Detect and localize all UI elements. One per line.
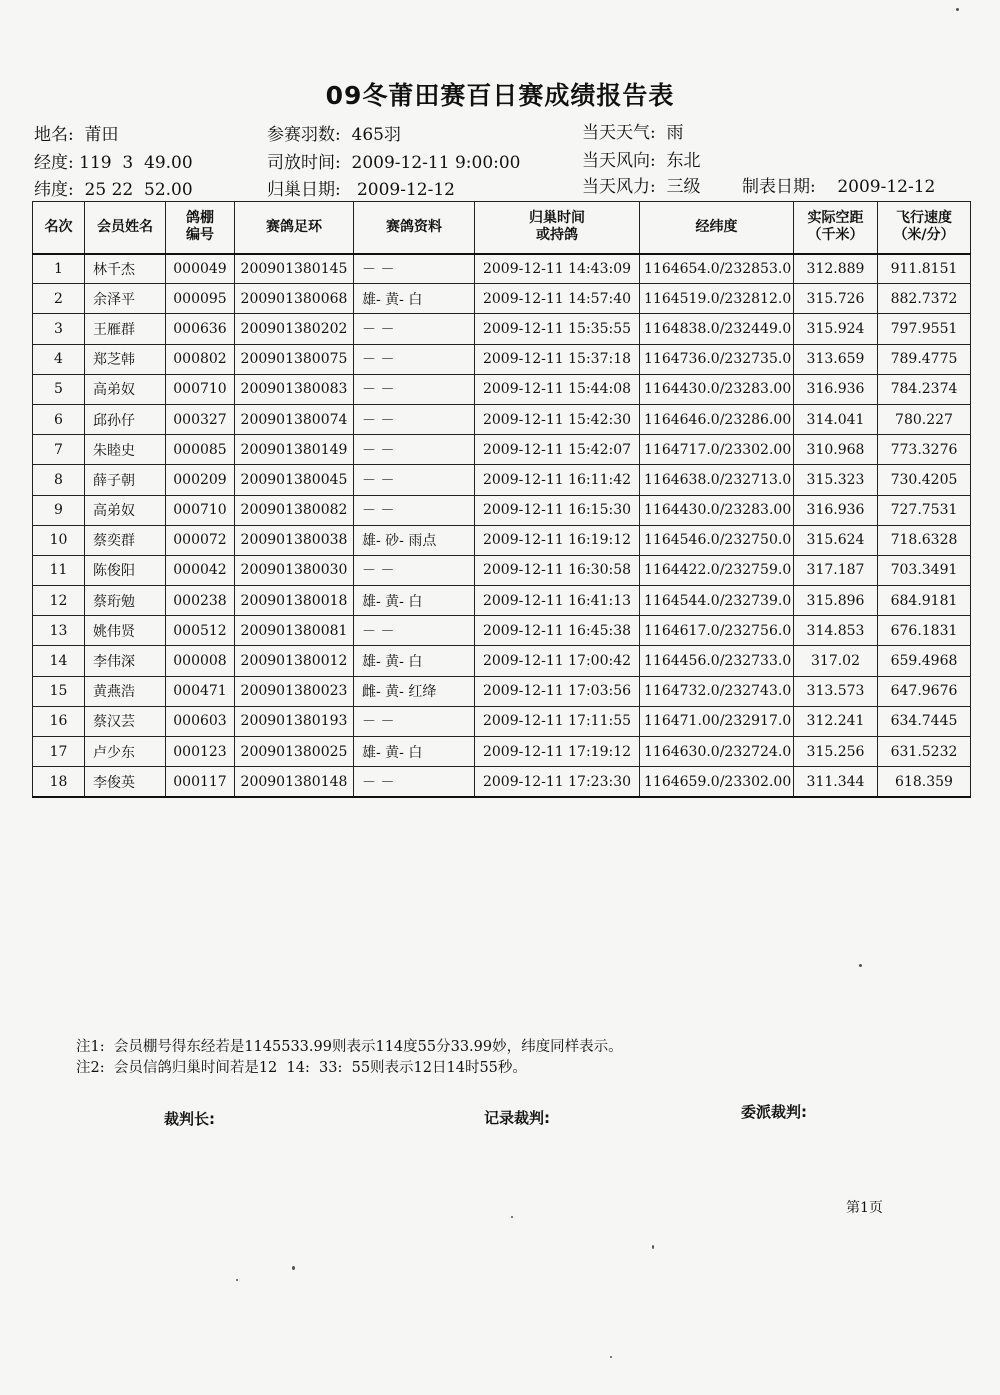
cell-rank: 11 [33,555,85,585]
cell-return-time: 2009-12-11 14:43:09 [475,254,640,284]
cell-rank: 14 [33,646,85,676]
cell-distance: 312.889 [794,254,878,284]
cell-return-time: 2009-12-11 17:03:56 [475,676,640,706]
col-loft-number: 鸽棚 编号 [166,202,235,254]
cell-speed: 780.227 [878,404,971,434]
cell-member-name: 蔡汉芸 [85,706,166,736]
cell-loft-number: 000710 [166,495,235,525]
cell-speed: 703.3491 [878,555,971,585]
table-row [33,676,971,706]
cell-rank: 6 [33,404,85,434]
scan-speck [610,1356,612,1358]
cell-return-time: 2009-12-11 16:15:30 [475,495,640,525]
cell-ring: 200901380038 [235,525,354,555]
table-body [33,254,971,797]
cell-pigeon-info: 雄- 砂- 雨点 [354,525,475,555]
cell-rank: 17 [33,737,85,767]
cell-distance: 317.02 [794,646,878,676]
cell-pigeon-info: 雄- 黄- 白 [354,737,475,767]
cell-coordinates: 1164717.0/23302.00 [640,435,794,465]
cell-rank: 7 [33,435,85,465]
cell-return-time: 2009-12-11 15:37:18 [475,344,640,374]
cell-member-name: 黄燕浩 [85,676,166,706]
table-row [33,646,971,676]
cell-pigeon-info: － － [354,314,475,344]
cell-pigeon-info: 雄- 黄- 白 [354,284,475,314]
cell-coordinates: 1164617.0/232756.0 [640,616,794,646]
cell-member-name: 王雁群 [85,314,166,344]
cell-distance: 315.256 [794,737,878,767]
cell-speed: 730.4205 [878,465,971,495]
cell-distance: 316.936 [794,374,878,404]
cell-pigeon-info: 雌- 黄- 红绛 [354,676,475,706]
cell-pigeon-info: － － [354,767,475,797]
cell-distance: 310.968 [794,435,878,465]
cell-rank: 15 [33,676,85,706]
cell-pigeon-info: － － [354,706,475,736]
cell-coordinates: 1164456.0/232733.0 [640,646,794,676]
table-row [33,616,971,646]
table-row [33,435,971,465]
cell-speed: 773.3276 [878,435,971,465]
cell-member-name: 薛子朝 [85,465,166,495]
table-row [33,767,971,797]
cell-speed: 797.9551 [878,314,971,344]
cell-loft-number: 000042 [166,555,235,585]
chief-judge-signature: 裁判长: [164,1110,215,1128]
recording-judge-signature: 记录裁判: [484,1109,550,1127]
cell-member-name: 高弟奴 [85,374,166,404]
cell-speed: 911.8151 [878,254,971,284]
cell-member-name: 邱孙仔 [85,404,166,434]
cell-coordinates: 1164646.0/23286.00 [640,404,794,434]
cell-distance: 311.344 [794,767,878,797]
cell-rank: 2 [33,284,85,314]
cell-coordinates: 1164732.0/232743.0 [640,676,794,706]
table-row [33,344,971,374]
cell-return-time: 2009-12-11 16:41:13 [475,586,640,616]
cell-coordinates: 1164546.0/232750.0 [640,525,794,555]
cell-coordinates: 1164654.0/232853.0 [640,254,794,284]
cell-member-name: 卢少东 [85,737,166,767]
cell-loft-number: 000117 [166,767,235,797]
cell-pigeon-info: 雄- 黄- 白 [354,646,475,676]
cell-member-name: 蔡奕群 [85,525,166,555]
table-row [33,495,971,525]
cell-pigeon-info: － － [354,495,475,525]
cell-rank: 8 [33,465,85,495]
cell-rank: 4 [33,344,85,374]
cell-pigeon-info: － － [354,616,475,646]
cell-coordinates: 1164544.0/232739.0 [640,586,794,616]
cell-coordinates: 1164838.0/232449.0 [640,314,794,344]
cell-return-time: 2009-12-11 15:35:55 [475,314,640,344]
cell-ring: 200901380074 [235,404,354,434]
cell-distance: 313.573 [794,676,878,706]
note-2: 注2: 会员信鸽归巢时间若是12 14: 33: 55则表示12日14时55秒。 [76,1060,527,1076]
cell-return-time: 2009-12-11 16:45:38 [475,616,640,646]
cell-ring: 200901380012 [235,646,354,676]
cell-pigeon-info: － － [354,374,475,404]
cell-rank: 12 [33,586,85,616]
report-title: 09冬莆田赛百日赛成绩报告表 [325,81,675,110]
cell-coordinates: 1164659.0/23302.00 [640,767,794,797]
cell-ring: 200901380025 [235,737,354,767]
cell-ring: 200901380202 [235,314,354,344]
cell-loft-number: 000512 [166,616,235,646]
scan-speck [956,8,959,11]
cell-return-time: 2009-12-11 17:19:12 [475,737,640,767]
cell-loft-number: 000049 [166,254,235,284]
cell-loft-number: 000327 [166,404,235,434]
cell-distance: 315.624 [794,525,878,555]
header-place: 地名: 莆田 [34,125,119,145]
cell-coordinates: 1164630.0/232724.0 [640,737,794,767]
header-latitude: 纬度: 25 22 52.00 [34,180,193,200]
scan-speck [511,1216,513,1218]
cell-loft-number: 000085 [166,435,235,465]
cell-loft-number: 000636 [166,314,235,344]
cell-member-name: 李俊英 [85,767,166,797]
col-pigeon-info: 赛鸽资料 [354,202,475,254]
col-rank: 名次 [33,202,85,254]
cell-distance: 315.896 [794,586,878,616]
cell-distance: 315.323 [794,465,878,495]
cell-distance: 314.041 [794,404,878,434]
cell-return-time: 2009-12-11 15:44:08 [475,374,640,404]
cell-ring: 200901380030 [235,555,354,585]
cell-speed: 684.9181 [878,586,971,616]
cell-loft-number: 000802 [166,344,235,374]
cell-member-name: 郑芝韩 [85,344,166,374]
cell-coordinates: 1164638.0/232713.0 [640,465,794,495]
table-row [33,555,971,585]
results-table [32,201,971,798]
table-row [33,254,971,284]
col-return-time: 归巢时间 或持鸽 [475,202,640,254]
table-row [33,284,971,314]
cell-coordinates: 1164519.0/232812.0 [640,284,794,314]
cell-loft-number: 000008 [166,646,235,676]
cell-member-name: 余泽平 [85,284,166,314]
cell-loft-number: 000095 [166,284,235,314]
table-row [33,525,971,555]
cell-return-time: 2009-12-11 17:11:55 [475,706,640,736]
header-table-date: 制表日期: 2009-12-12 [742,177,936,197]
cell-distance: 312.241 [794,706,878,736]
note-1: 注1: 会员棚号得东经若是1145533.99则表示114度55分33.99妙，纬度同样表示。 [76,1039,623,1055]
col-member-name: 会员姓名 [85,202,166,254]
cell-ring: 200901380083 [235,374,354,404]
cell-distance: 315.726 [794,284,878,314]
cell-member-name: 李伟深 [85,646,166,676]
cell-loft-number: 000238 [166,586,235,616]
cell-ring: 200901380075 [235,344,354,374]
col-ring: 赛鸽足环 [235,202,354,254]
cell-coordinates: 1164430.0/23283.00 [640,374,794,404]
cell-ring: 200901380148 [235,767,354,797]
header-release-time: 司放时间: 2009-12-11 9:00:00 [267,153,521,173]
scan-speck [292,1266,295,1270]
table-row [33,314,971,344]
cell-pigeon-info: － － [354,435,475,465]
cell-return-time: 2009-12-11 16:11:42 [475,465,640,495]
cell-return-time: 2009-12-11 16:30:58 [475,555,640,585]
cell-rank: 13 [33,616,85,646]
cell-pigeon-info: － － [354,344,475,374]
cell-distance: 313.659 [794,344,878,374]
cell-return-time: 2009-12-11 14:57:40 [475,284,640,314]
scan-speck [859,964,862,967]
appointed-judge-signature: 委派裁判: [741,1103,807,1121]
cell-return-time: 2009-12-11 17:00:42 [475,646,640,676]
cell-speed: 784.2374 [878,374,971,404]
table-row [33,465,971,495]
cell-loft-number: 000603 [166,706,235,736]
cell-member-name: 蔡珩勉 [85,586,166,616]
cell-speed: 882.7372 [878,284,971,314]
table-row [33,586,971,616]
header-return-date: 归巢日期: 2009-12-12 [267,180,455,200]
cell-pigeon-info: － － [354,555,475,585]
cell-speed: 618.359 [878,767,971,797]
cell-distance: 314.853 [794,616,878,646]
cell-ring: 200901380145 [235,254,354,284]
cell-member-name: 林千杰 [85,254,166,284]
cell-distance: 317.187 [794,555,878,585]
cell-rank: 1 [33,254,85,284]
header-bird-count: 参赛羽数: 465羽 [267,125,401,145]
cell-coordinates: 1164430.0/23283.00 [640,495,794,525]
cell-return-time: 2009-12-11 17:23:30 [475,767,640,797]
cell-pigeon-info: － － [354,465,475,495]
table-header [33,202,971,254]
cell-member-name: 陈俊阳 [85,555,166,585]
cell-ring: 200901380081 [235,616,354,646]
cell-return-time: 2009-12-11 16:19:12 [475,525,640,555]
cell-speed: 789.4775 [878,344,971,374]
cell-ring: 200901380068 [235,284,354,314]
cell-loft-number: 000471 [166,676,235,706]
cell-ring: 200901380045 [235,465,354,495]
cell-member-name: 朱睦史 [85,435,166,465]
col-speed: 飞行速度 （米/分） [878,202,971,254]
cell-rank: 9 [33,495,85,525]
cell-ring: 200901380149 [235,435,354,465]
cell-rank: 16 [33,706,85,736]
cell-pigeon-info: 雄- 黄- 白 [354,586,475,616]
cell-coordinates: 1164736.0/232735.0 [640,344,794,374]
cell-loft-number: 000072 [166,525,235,555]
col-distance: 实际空距 （千米） [794,202,878,254]
header-wind-force: 当天风力: 三级 [582,177,701,197]
table-row [33,374,971,404]
cell-rank: 18 [33,767,85,797]
cell-pigeon-info: － － [354,404,475,434]
cell-rank: 3 [33,314,85,344]
cell-pigeon-info: － － [354,254,475,284]
cell-rank: 10 [33,525,85,555]
cell-member-name: 高弟奴 [85,495,166,525]
cell-return-time: 2009-12-11 15:42:30 [475,404,640,434]
cell-loft-number: 000123 [166,737,235,767]
cell-distance: 316.936 [794,495,878,525]
header-wind-direction: 当天风向: 东北 [582,151,701,171]
page-number: 第1页 [846,1200,883,1216]
table-row [33,706,971,736]
header-weather: 当天天气: 雨 [582,123,684,143]
cell-ring: 200901380018 [235,586,354,616]
cell-ring: 200901380023 [235,676,354,706]
cell-member-name: 姚伟贤 [85,616,166,646]
cell-loft-number: 000710 [166,374,235,404]
cell-ring: 200901380193 [235,706,354,736]
cell-loft-number: 000209 [166,465,235,495]
cell-speed: 634.7445 [878,706,971,736]
cell-speed: 718.6328 [878,525,971,555]
table-row [33,404,971,434]
cell-coordinates: 1164422.0/232759.0 [640,555,794,585]
cell-speed: 647.9676 [878,676,971,706]
cell-rank: 5 [33,374,85,404]
col-coordinates: 经纬度 [640,202,794,254]
table-row [33,737,971,767]
cell-ring: 200901380082 [235,495,354,525]
cell-speed: 631.5232 [878,737,971,767]
cell-speed: 676.1831 [878,616,971,646]
cell-speed: 659.4968 [878,646,971,676]
scan-speck [236,1279,238,1281]
cell-return-time: 2009-12-11 15:42:07 [475,435,640,465]
scan-speck [652,1245,654,1249]
cell-speed: 727.7531 [878,495,971,525]
cell-coordinates: 116471.00/232917.0 [640,706,794,736]
header-longitude: 经度: 119 3 49.00 [34,153,193,173]
cell-distance: 315.924 [794,314,878,344]
